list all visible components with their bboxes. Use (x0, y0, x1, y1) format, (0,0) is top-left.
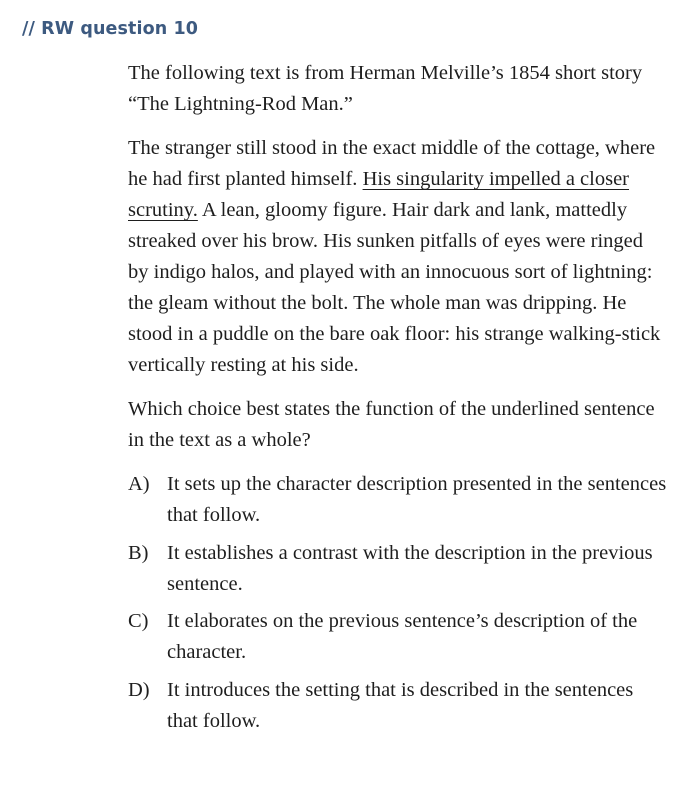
choice-letter: A) (128, 473, 150, 495)
choice-c[interactable] (128, 606, 668, 668)
underlined-sentence: His singularity impelled a closer scrutiny. (128, 168, 630, 221)
question-prompt: Which choice best states the function of the underlined sentence in the text as a whole? (128, 398, 655, 451)
passage-text (128, 133, 668, 381)
answer-choices (128, 469, 668, 737)
passage-before: The stranger still stood in the exact middle of the cottage, where he had first planted himself. (128, 137, 656, 190)
choice-letter: B) (128, 541, 149, 564)
choice-text: It introduces the setting that is described in the sentences that follow. (167, 678, 634, 732)
passage-after: A lean, gloomy figure. Hair dark and lank, mattedly streaked over his brow. His sunken pitfalls of eyes were ringed by indigo halos, and played with an innocuous sort of lightning: the gleam without the bolt. The whole man was dripping. He stood in a puddle on the bare oak floor: his strange walking-stick vertically resting at his side. (128, 199, 661, 376)
question-content (128, 58, 668, 743)
choice-letter: C) (128, 610, 149, 632)
choice-a[interactable] (128, 469, 668, 531)
intro-text: The following text is from Herman Melville’s 1854 short story “The Lightning-Rod Man.” (128, 62, 643, 115)
choice-text: It elaborates on the previous sentence’s description of the character. (167, 610, 638, 663)
choice-letter: D) (128, 678, 150, 701)
choice-b[interactable] (128, 538, 668, 600)
question-header: // RW question 10 (22, 19, 199, 39)
choice-d[interactable] (128, 675, 668, 737)
choice-text: It sets up the character description presented in the sentences that follow. (167, 473, 667, 526)
choice-text: It establishes a contrast with the description in the previous sentence. (167, 541, 653, 595)
